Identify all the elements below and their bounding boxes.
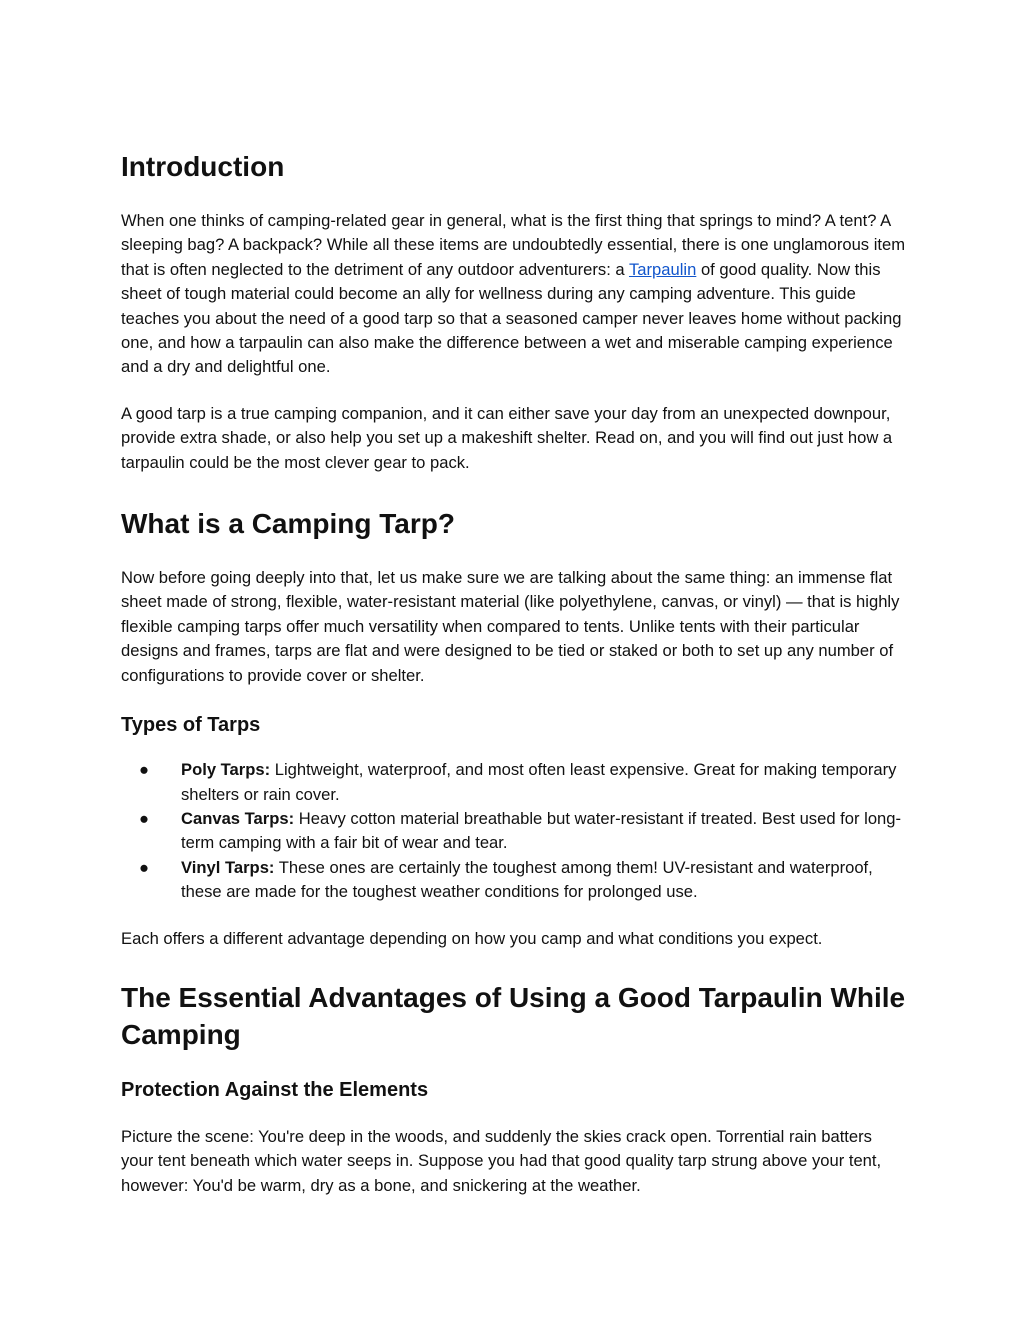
heading-introduction: Introduction (121, 151, 285, 182)
intro-p1-text-before: When one thinks of camping-related gear in general, what is the first thing that springs to mind? A tent? A sleeping bag? A backpack? While all these items are undoubtedly essential, there is one unglamorous item that is often neglected to the detriment of any outdoor adventurers: a (121, 211, 906, 279)
heading-what-is-camping-tarp: What is a Camping Tarp? (121, 508, 455, 540)
tarpaulin-link[interactable]: Tarpaulin (628, 259, 697, 279)
heading-types-of-tarps: Types of Tarps (121, 714, 261, 737)
list-item-poly-tarps (121, 758, 906, 807)
protection-paragraph-1: Picture the scene: You're deep in the woods, and suddenly the skies crack open. Torrential rain batters your tent beneath which water seeps in. Suppose you had that good quality tarp strung above your tent, however: You'd be warm, dry as a bone, and snickering at the weather. (121, 1126, 882, 1195)
what-paragraph-1: Now before going deeply into that, let us make sure we are talking about the same thing: an immense flat sheet made of strong, flexible, water-resistant material (like polyethylene, canvas, or vinyl) — that is highly flexible camping tarps offer much versatility when compared to tents. Unlike tents with their particular designs and frames, tarps are flat and were designed to be tied or staked or both to set up any number of configurations to provide cover or shelter. (121, 568, 900, 685)
list-item-text: Heavy cotton material breathable but water-resistant if treated. Best used for long-term camping with a fair bit of wear and tear. (181, 808, 902, 853)
tarp-types-list (121, 758, 906, 904)
intro-paragraph-1 (121, 209, 906, 380)
list-item-label: Canvas Tarps: (181, 808, 295, 828)
list-item-text: These ones are certainly the toughest among them! UV-resistant and waterproof, these are made for the toughest weather conditions for prolonged use. (181, 857, 873, 902)
bullet-icon: ● (139, 808, 150, 828)
heading-essential-advantages: The Essential Advantages of Using a Good Tarpaulin While Camping (121, 981, 906, 1050)
bullet-icon: ● (139, 857, 150, 877)
list-item-vinyl-tarps (121, 856, 906, 905)
intro-paragraph-2: A good tarp is a true camping companion, and it can either save your day from an unexpected downpour, provide extra shade, or also help you set up a makeshift shelter. Read on, and you will find out just how a tarpaulin could be the most clever gear to pack. (121, 403, 893, 472)
bullet-icon: ● (139, 760, 150, 780)
list-item-label: Poly Tarps: (181, 760, 271, 780)
document-page (121, 148, 906, 1198)
heading-protection-against-elements: Protection Against the Elements (121, 1078, 429, 1101)
list-item-canvas-tarps (121, 807, 906, 856)
intro-p1-text-after: of good quality. Now this sheet of tough material could become an ally for wellness during any camping adventure. This guide teaches you about the need of a good tarp so that a seasoned camper never leaves home without packing one, and how a tarpaulin can also make the difference between a wet and miserable camping experience and a dry and delightful one. (121, 259, 902, 377)
list-item-text: Lightweight, waterproof, and most often least expensive. Great for making temporary shelters or rain cover. (181, 760, 897, 804)
types-summary-paragraph: Each offers a different advantage depending on how you camp and what conditions you expect. (121, 928, 823, 948)
list-item-label: Vinyl Tarps: (181, 857, 275, 877)
